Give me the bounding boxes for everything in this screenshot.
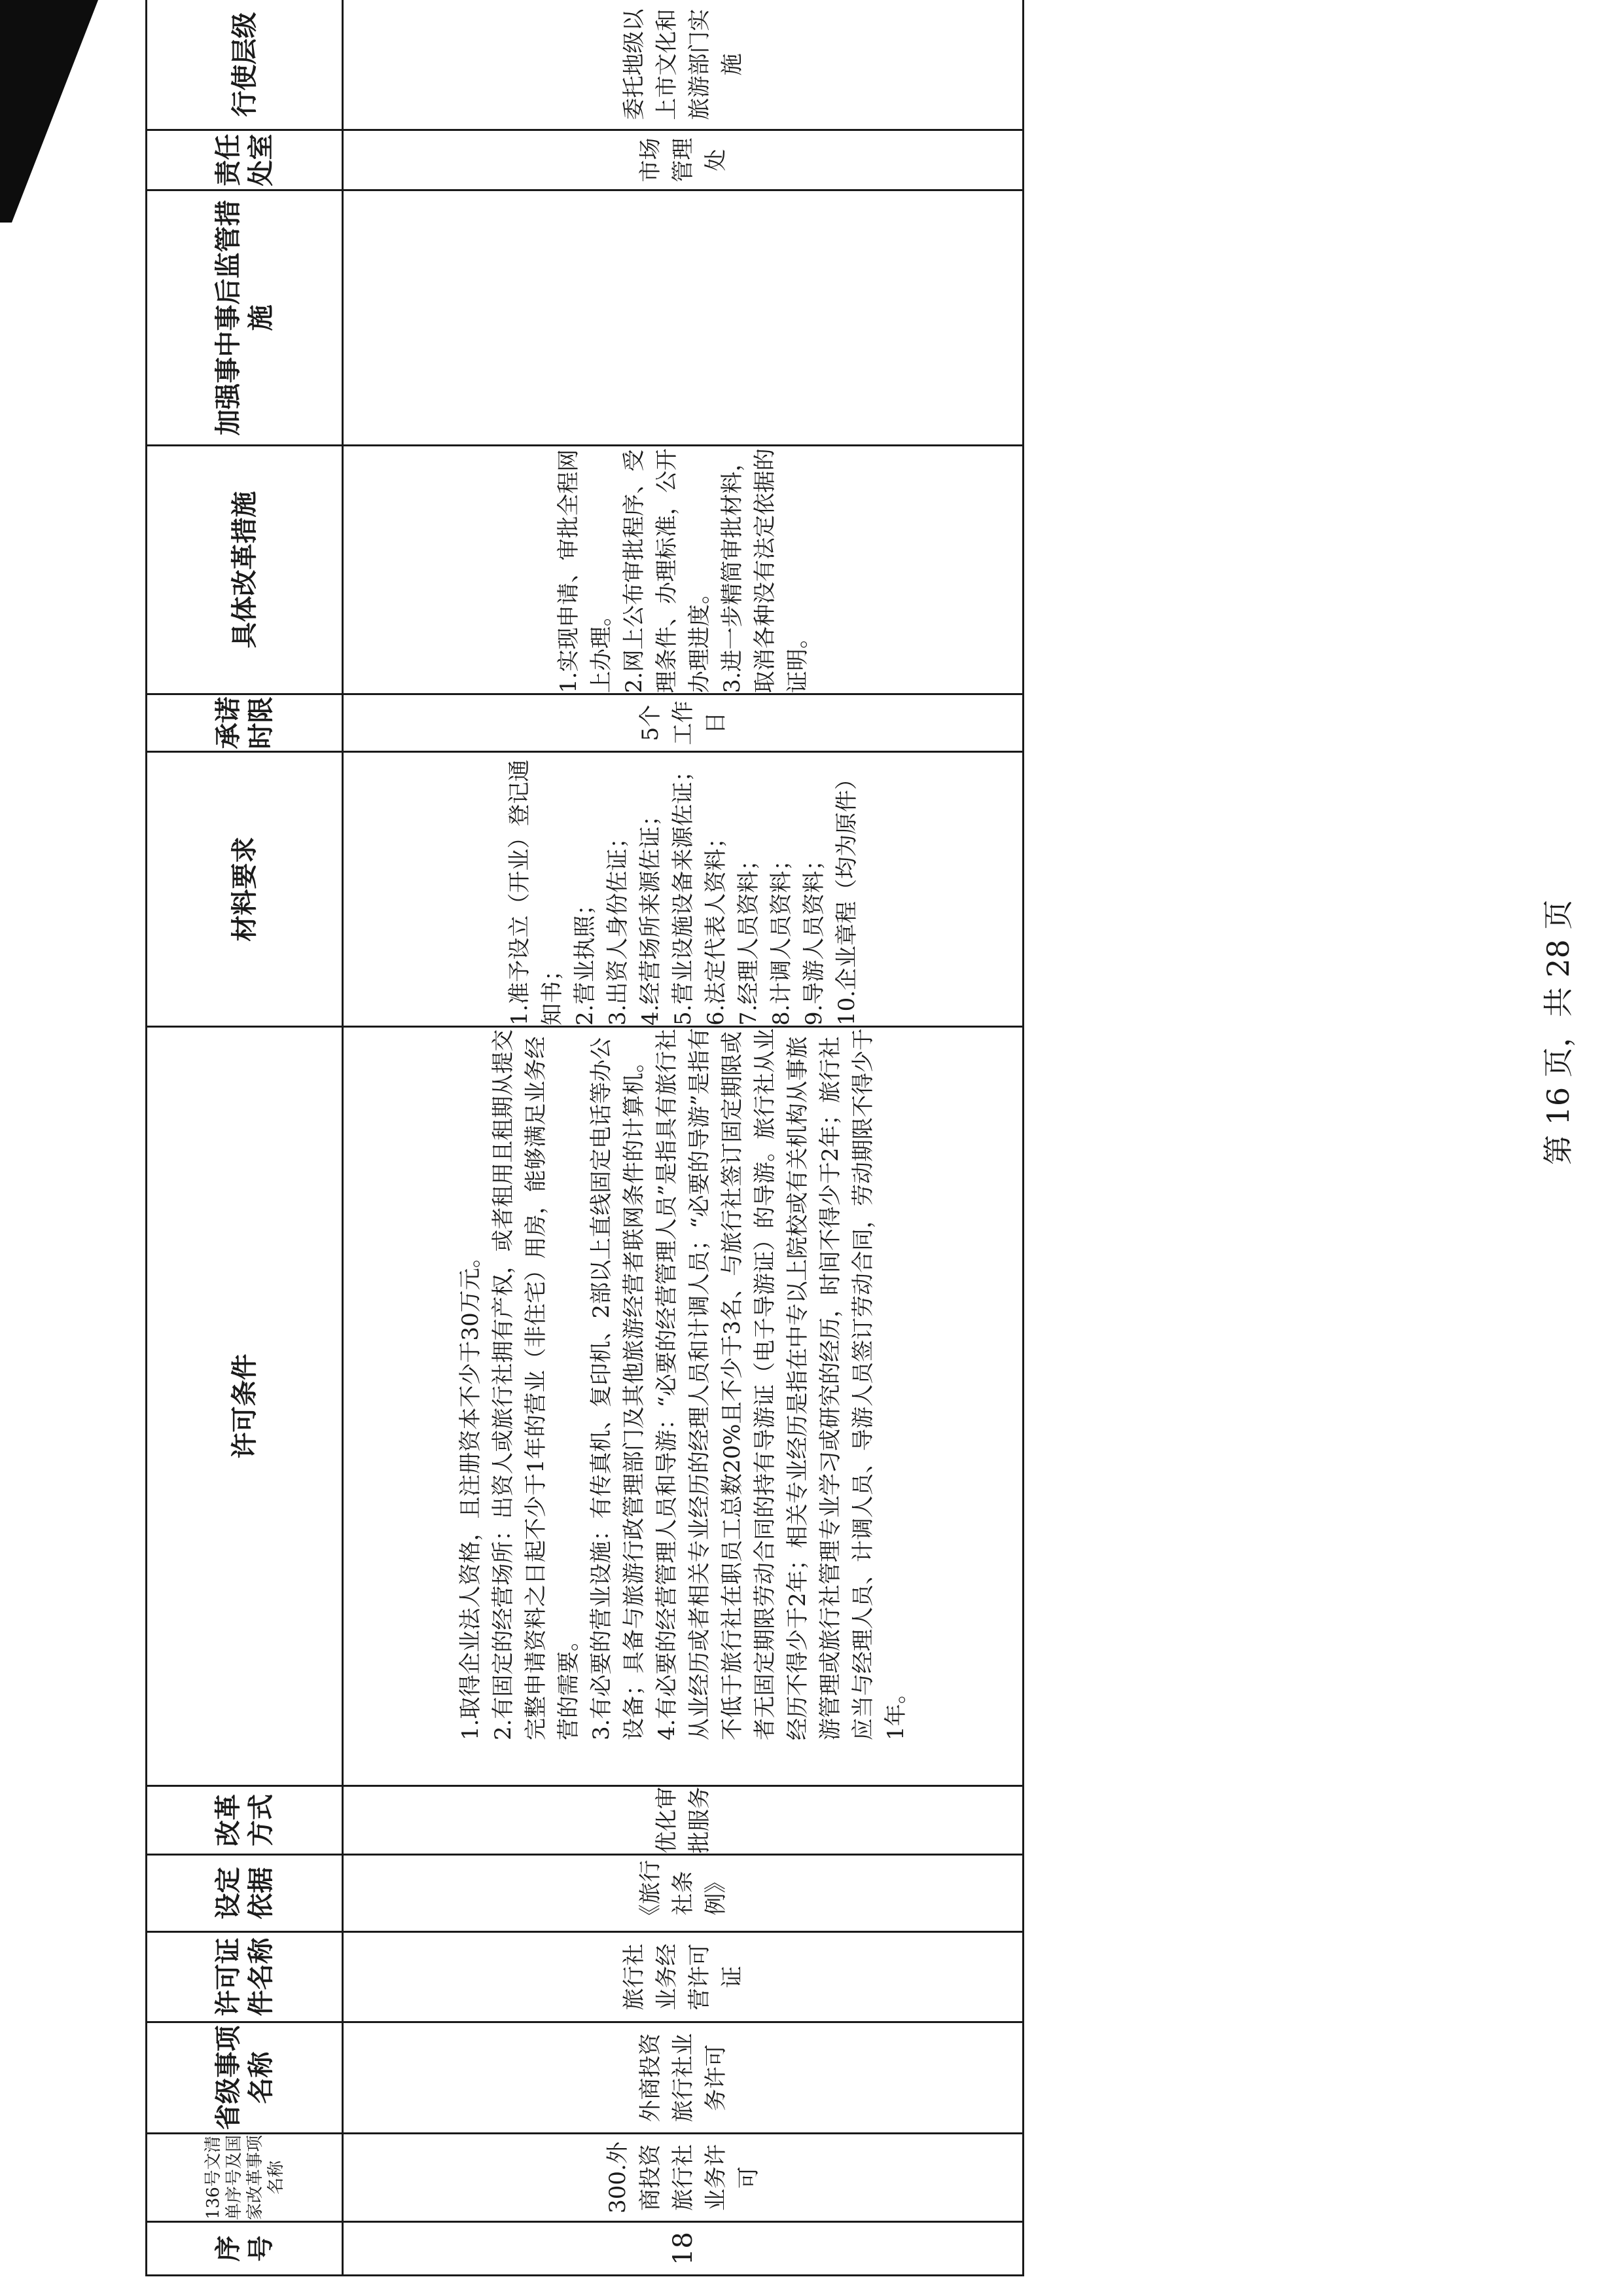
scan-shadow: [0, 0, 98, 223]
material-line: 8.计调人员资料；: [768, 848, 794, 1026]
cell-measures: [343, 446, 1024, 694]
condition-line: 3.有必要的营业设施：有传真机、复印机、2部以上直线固定电话等办公设备；具备与旅游行政管理部门及其他旅游经营者联网条件的计算机。: [588, 1037, 647, 1740]
material-line: 5.营业设施设备来源佐证；: [669, 759, 696, 1026]
condition-line: 2.有固定的经营场所：出资人或旅行社拥有产权，或者租用且租期从提交完整申请资料之日起不少于1年的营业（非住宅）用房，能够满足业务经营的需要。: [490, 1029, 582, 1740]
measure-line: 2.网上公布审批程序、受理条件、办理标准，公开办理进度。: [620, 448, 713, 693]
measure-line: 1.实现申请、审批全程网上办理。: [555, 449, 615, 693]
material-line: 10.企业章程（均为原件）: [833, 767, 860, 1026]
material-line: 2.营业执照；: [571, 893, 598, 1026]
header-row: [147, 0, 343, 2276]
cell-conditions: [343, 1027, 1024, 1786]
rotated-table-area: [145, 9, 1022, 2276]
header-provincial-item: 省级事项名称: [147, 2022, 343, 2134]
header-measures: 具体改革措施: [147, 446, 343, 694]
cell-basis: 《旅行社条例》: [343, 1855, 1024, 1932]
header-seq: 序号: [147, 2222, 343, 2276]
cell-doc136: 300.外商投资旅行社业务许可: [343, 2134, 1024, 2222]
material-line: 9.导游人员资料；: [800, 848, 827, 1026]
header-doc136: 136号文清单序号及国家改革事项名称: [147, 2134, 343, 2222]
page-number: 第 16 页，共 28 页: [1541, 899, 1576, 1165]
material-line: 4.经营场所来源佐证；: [637, 804, 664, 1026]
cell-seq: 18: [343, 2222, 1024, 2276]
header-dept: 责任处室: [147, 130, 343, 190]
cell-materials: [343, 752, 1024, 1027]
material-line: 7.经理人员资料；: [735, 848, 762, 1026]
header-reform-method: 改革方式: [147, 1786, 343, 1855]
cell-reform-method: 优化审批服务: [343, 1786, 1024, 1855]
cell-supervision: [343, 190, 1024, 446]
header-supervision: 加强事中事后监管措施: [147, 190, 343, 446]
reform-table: [145, 0, 1024, 2276]
cell-level: 委托地级以上市文化和旅游部门实施: [343, 0, 1024, 130]
material-line: 3.出资人身份佐证；: [604, 826, 631, 1026]
header-level: 行使层级: [147, 0, 343, 130]
header-basis: 设定依据: [147, 1855, 343, 1932]
header-conditions: 许可条件: [147, 1027, 343, 1786]
material-line: 6.法定代表人资料；: [702, 826, 729, 1026]
header-license-name: 许可证件名称: [147, 1932, 343, 2022]
table-row: [343, 0, 1024, 2276]
header-materials: 材料要求: [147, 752, 343, 1027]
cell-license-name: 旅行社业务经营许可证: [343, 1932, 1024, 2022]
header-time-limit: 承诺时限: [147, 694, 343, 752]
cell-dept: 市场管理处: [343, 130, 1024, 190]
measure-line: 3.进一步精简审批材料，取消各种没有法定依据的证明。: [719, 448, 811, 693]
cell-time-limit: 5个工作日: [343, 694, 1024, 752]
condition-line: 4.有必要的经营管理人员和导游：“必要的经营管理人员”是指具有旅行社从业经历或者相关专业经历的经理人员和计调人员；“必要的导游”是指有不低于旅行社在职员工总数20%且不少于3名、与旅行社签订固定期限或者无固定期限劳动合同的持有导游证（电子导游证）的导游。旅行社从业经历不得少于2年；相关专业经历是指在中专以上院校或有关机构从事旅游管理或旅行社管理专业学习或研究的经历，时间不得少于2年；旅行社应当与经理人员、计调人员、导游人员签订劳动合同，劳动期限不得少于1年。: [653, 1028, 909, 1740]
cell-provincial-item: 外商投资旅行社业务许可: [343, 2022, 1024, 2134]
condition-line: 1.取得企业法人资格，且注册资本不少于30万元。: [457, 1246, 484, 1740]
material-line: 1.准予设立（开业）登记通知书；: [506, 759, 565, 1026]
